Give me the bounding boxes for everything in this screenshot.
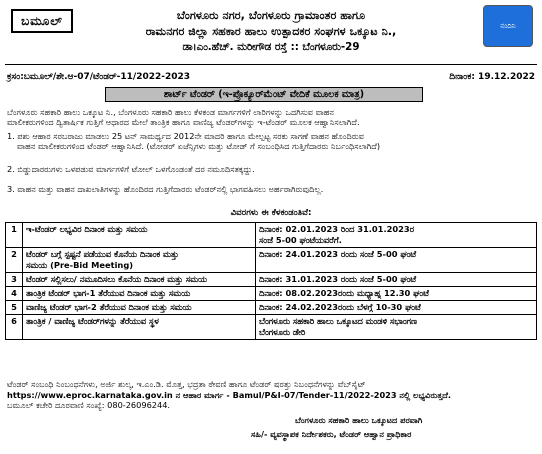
row-value: ದಿನಾಂಕ: 02.01.2023 ರಿಂದ 31.01.2023ರ ಸಂಜೆ 5-00 ಘಂಟೆಯವರೆಗೆ. bbox=[256, 223, 537, 248]
footer-line: https://www.eproc.karnataka.gov.in ನ ಆಹಾರ ಮಾರ್ಗ - Bamul/P&I-07/Tender-11/2022-2023 ನಲ್ಲಿ ಲಭ್ಯವಿರುತ್ತದೆ. bbox=[7, 389, 452, 400]
table-row bbox=[6, 315, 537, 340]
table-row bbox=[6, 248, 537, 273]
tender-banner: ಶಾರ್ಟ್ ಟೆಂಡರ್ (ಇ-ಪ್ರೊಕ್ಯೂರ್‌ಮೆಂಟ್ ವೇದಿಕೆ ಮೂಲಕ ಮಾತ್ರ) bbox=[105, 87, 423, 102]
schedule-table bbox=[5, 222, 537, 340]
header-line-2: ರಾಮನಗರ ಜಿಲ್ಲಾ ಸಹಕಾರ ಹಾಲು ಉತ್ಪಾದಕರ ಸಂಘಗಳ ಒಕ್ಕೂಟ ನಿ., bbox=[145, 25, 397, 38]
signature-on-behalf: ಬೆಂಗಳೂರು ಸಹಕಾರಿ ಹಾಲು ಒಕ್ಕೂಟದ ಪರವಾಗಿ bbox=[295, 415, 423, 425]
intro-paragraph bbox=[7, 107, 535, 128]
point-line: 1. ಪಶು ಆಹಾರ ಸರಬರಾಜು ಮಾಡಲು 25 ಟನ್ ಸಾಮರ್ಥ್ಯದ 2012ನೇ ಮಾದರಿ ಹಾಗೂ ಮೇಲ್ಪಟ್ಟ ಸರಕು ಸಾಗಣೆ ವಾಹನ ಹೊಂದಿರುವ bbox=[7, 131, 365, 141]
point-line: 2. ಬಿಡ್ಡುದಾರರುಗಳು ಒಳಪಡುವ ಮಾರ್ಗಗಳಿಗೆ ಟೋಲ್ ಒಳಗೊಂಡಂತೆ ದರ ನಮೂದಿಸತಕ್ಕದ್ದು. bbox=[7, 164, 255, 174]
row-label: ತಾಂತ್ರಿಕ / ವಾಣಿಜ್ಯ ಟೆಂಡರ್‌ಗಳನ್ನು ತೆರೆಯುವ ಸ್ಥಳ bbox=[23, 315, 256, 340]
footer-line: ಟೆಂಡರ್ ಸಂಬಂಧಿ ನಿಂಬಂಧನೆಗಳು, ಅರ್ಜಿ ಶುಲ್ಕ, ಇ.ಎಂ.ಡಿ. ಮೊತ್ತ, ಭದ್ರತಾ ಠೇವಣಿ ಹಾಗೂ ಟೆಂಡರ್ ಷರತ್ತು ನಿಬಂಧನೆಗಳನ್ನು ವೆಬ್‌ಸೈಟ್ bbox=[7, 379, 366, 389]
row-value: ದಿನಾಂಕ: 31.01.2023 ರಂದು ಸಂಜೆ 5-00 ಘಂಟೆ bbox=[256, 273, 537, 287]
tender-notice bbox=[3, 3, 539, 448]
header-address: ಡಾ।ಎಂ.ಹೆಚ್. ಮರೀಗೌಡ ರಸ್ತೆ :: ಬೆಂಗಳೂರು-29 bbox=[182, 41, 360, 53]
bamul-logo: ಬಮೂಲ್ bbox=[11, 9, 73, 33]
signature-designation: ಸಹಿ/- ವ್ಯವಸ್ಥಾಪಕ ನಿರ್ದೇಶಕರು, ಟೆಂಡರ್ ಆಹ್ವಾನ ಪ್ರಾಧಿಕಾರ bbox=[251, 429, 412, 439]
reference-number: ಕ್ರಸಂ:ಬಮೂಲ್/ಶೇ.ಆ-07/ಟೆಂಡರ್-11/2022-2023 bbox=[7, 72, 191, 82]
table-row bbox=[6, 287, 537, 301]
row-label: ಟೆಂಡರ್ ಸಲ್ಲಿಸಲು/ ನಮೂದಿಸಲು ಕೊನೆಯ ದಿನಾಂಕ ಮತ್ತು ಸಮಯ bbox=[23, 273, 256, 287]
row-label: ವಾಣಿಜ್ಯ ಟೆಂಡರ್ ಭಾಗ-2 ತೆರೆಯುವ ದಿನಾಂಕ ಮತ್ತು ಸಮಯ bbox=[23, 301, 256, 315]
row-number: 2 bbox=[6, 248, 23, 273]
header-divider bbox=[5, 64, 537, 65]
row-value: ಬೆಂಗಳೂರು ಸಹಕಾರಿ ಹಾಲು ಒಕ್ಕೂಟದ ಮಂಡಳಿ ಸಭಾಂಗಣ ಬೆಂಗಳೂರು ಡೇರಿ bbox=[256, 315, 537, 340]
details-heading: ವಿವರಗಳು ಈ ಕೆಳಕಂಡಂತಿವೆ: bbox=[230, 208, 312, 218]
point-2 bbox=[7, 164, 535, 174]
point-line: ವಾಹನ ಮಾಲೀಕರುಗಳಿಂದ ಟೆಂಡರ್ ಆಹ್ವಾನಿಸಿದೆ. (ಟೋಡರ್ ಏಜೆನ್ಸಿಗಳು ಮತ್ತು ಟೋಡ್ ಗೆ ಸಂಬಂಧಿಸಿದ ಗುತ್ತಿಗೆದಾರರು ನಿರ್ಬಂಧಿಸಲಾಗಿದೆ) bbox=[17, 141, 381, 152]
point-line: 3. ವಾಹನ ಮತ್ತು ವಾಹನ ದಾಖಲಾತಿಗಳನ್ನು ಹೊಂದಿರದ ಗುತ್ತಿಗೆದಾರರು ಟೆಂಡರ್‌ನಲ್ಲಿ ಭಾಗವಹಿಸಲು ಅರ್ಹರಾಗಿರುವುದಿಲ್ಲ. bbox=[7, 184, 324, 194]
row-number: 5 bbox=[6, 301, 23, 315]
point-3 bbox=[7, 184, 535, 194]
table-row bbox=[6, 223, 537, 248]
intro-line: ಬೆಂಗಳೂರು ಸಹಕಾರಿ ಹಾಲು ಒಕ್ಕೂಟ ನಿ., ಬೆಂಗಳೂರು ಸಹಕಾರಿ ಹಾಲು ಕೆಳಕಂಡ ಮಾರ್ಗಗಳಿಗೆ ಲಾರಿಗಳನ್ನು ಒದಗಿಸುವ ವಾಹನ bbox=[7, 107, 334, 117]
row-number: 6 bbox=[6, 315, 23, 340]
table-row bbox=[6, 301, 537, 315]
notice-date: ದಿನಾಂಕ: 19.12.2022 bbox=[449, 72, 535, 82]
row-number: 1 bbox=[6, 223, 23, 248]
footer-note bbox=[7, 379, 535, 411]
nandini-logo: ನಂದಿನಿ bbox=[483, 5, 533, 47]
row-label: ಟೆಂಡರ್ ಬಗ್ಗೆ ಸ್ಪಷ್ಟನೆ ಪಡೆಯುವ ಕೊನೆಯ ದಿನಾಂಕ ಮತ್ತು ಸಮಯ (Pre-Bid Meeting) bbox=[23, 248, 256, 273]
row-number: 3 bbox=[6, 273, 23, 287]
table-row bbox=[6, 273, 537, 287]
row-value: ದಿನಾಂಕ: 24.02.2023ರಂದು ಬೆಳಗ್ಗೆ 10-30 ಘಂಟೆ bbox=[256, 301, 537, 315]
row-label: ತಾಂತ್ರಿಕ ಟೆಂಡರ್ ಭಾಗ-1 ತೆರೆಯುವ ದಿನಾಂಕ ಮತ್ತು ಸಮಯ bbox=[23, 287, 256, 301]
point-1 bbox=[7, 131, 535, 152]
row-value: ದಿನಾಂಕ: 24.01.2023 ರಂದು ಸಂಜೆ 5-00 ಘಂಟೆ bbox=[256, 248, 537, 273]
footer-line: ಬಮೂಲ್ ಕಚೇರಿ ದೂರವಾಣಿ ಸಂಖ್ಯೆ: 080-26096244. bbox=[7, 400, 171, 410]
intro-line: ಮಾಲೀಕರುಗಳಿಂದ ದ್ವಿತಾರ್ಷಿಕ ಗುತ್ತಿಗೆ ಆಧಾರದ ಮೇಲೆ ತಾಂತ್ರಿಕ ಹಾಗೂ ವಾಣಿಜ್ಯ ಟೆಂಡರ್‌ಗಳನ್ನು ಇ-ಟೆಂಡರ್ ಮೂಲಕ ಆಹ್ವಾನಿಸಲಾಗಿದೆ. bbox=[7, 117, 360, 128]
row-value: ದಿನಾಂಕ: 08.02.2023ರಂದು ಮಧ್ಯಾಹ್ನ 12.30 ಘಂಟೆ bbox=[256, 287, 537, 301]
row-label: ಇ-ಟೆಂಡರ್ ಲಭ್ಯವಿರ ದಿನಾಂಕ ಮತ್ತು ಸಮಯ bbox=[23, 223, 256, 248]
header-line-1: ಬೆಂಗಳೂರು ನಗರ, ಬೆಂಗಳೂರು ಗ್ರಾಮಾಂತರ ಹಾಗೂ bbox=[176, 9, 366, 22]
row-number: 4 bbox=[6, 287, 23, 301]
